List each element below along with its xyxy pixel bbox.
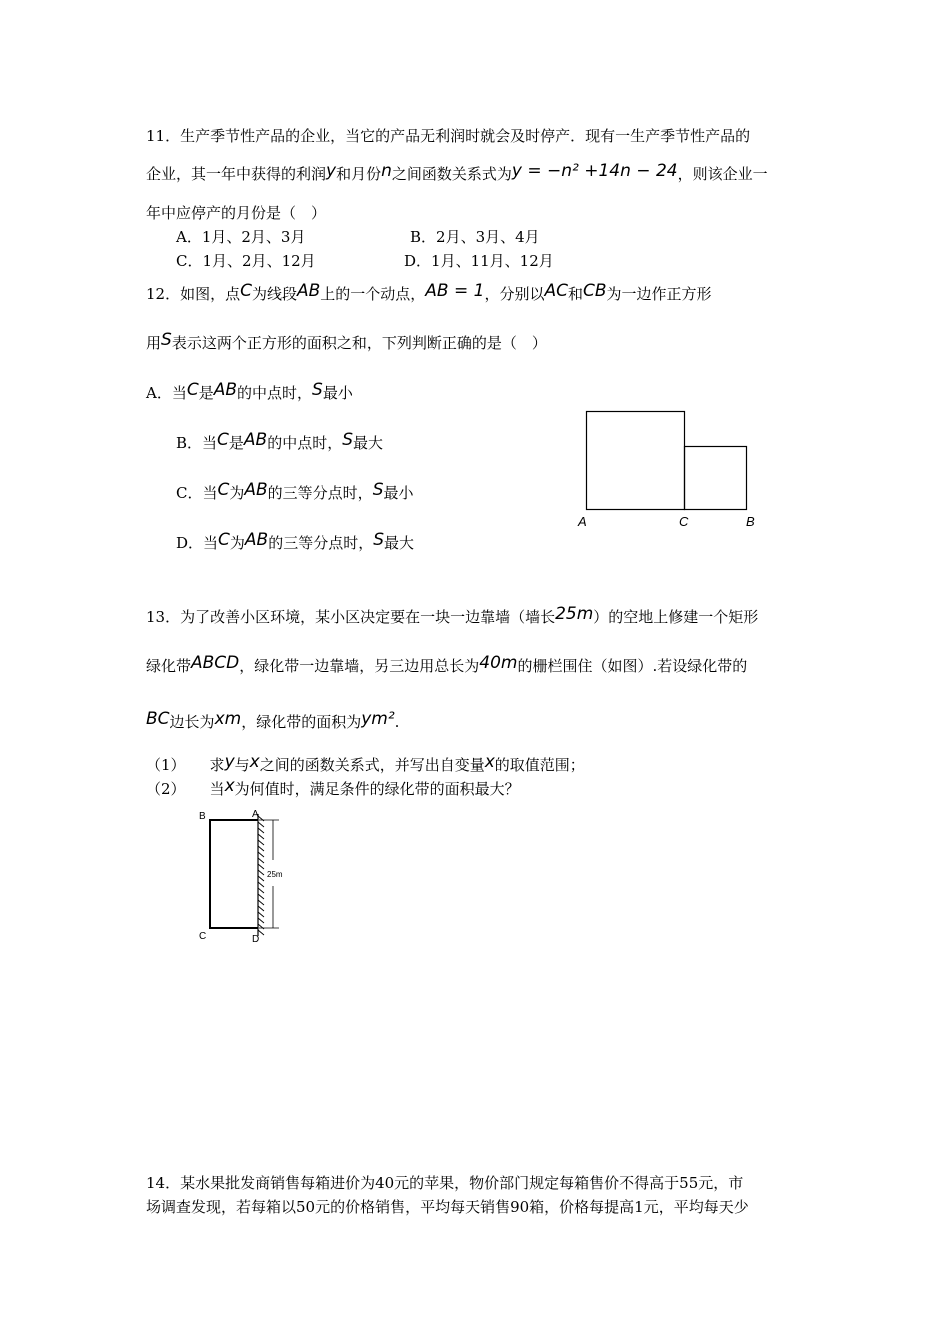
q12-option-b: B．当C是AB的中点时，S最大 — [176, 430, 384, 452]
point-a-label: A — [578, 514, 587, 529]
q12-option-a: A．当C是AB的中点时，S最小 — [146, 380, 353, 402]
q13-garden-figure — [195, 806, 305, 946]
corner-c-label: C — [199, 931, 207, 942]
q11-option-a: A．1月、2月、3月 — [176, 228, 306, 246]
q13-line-1: 13．为了改善小区环境，某小区决定要在一块一边靠墙（墙长25m）的空地上修建一个矩形 — [146, 604, 759, 626]
q11-line-2: 企业，其一年中获得的利润y和月份n之间函数关系式为y = −n² +14n − 24，则该企业一 — [146, 161, 768, 183]
square-on-ac — [587, 412, 685, 510]
wall-hatching — [258, 816, 264, 935]
q11-option-d: D．1月、11月、12月 — [404, 252, 554, 270]
q12-option-d: D．当C为AB的三等分点时，S最大 — [176, 530, 415, 552]
q14-line-2: 场调查发现，若每箱以50元的价格销售，平均每天销售90箱，价格每提高1元，平均每天少 — [146, 1198, 749, 1216]
wall-length-label: 25m — [267, 870, 283, 879]
corner-b-label: B — [199, 811, 206, 822]
q13-line-3: BC边长为xm，绿化带的面积为ym². — [146, 709, 400, 731]
q11-option-b: B．2月、3月、4月 — [410, 228, 540, 246]
q11-line-1: 11．生产季节性产品的企业，当它的产品无利润时就会及时停产．现有一生产季节性产品的 — [146, 127, 751, 145]
point-b-label: B — [746, 514, 755, 529]
fence-outline — [210, 820, 258, 928]
q12-squares-figure — [570, 405, 770, 535]
q14-line-1: 14．某水果批发商销售每箱进价为40元的苹果，物价部门规定每箱售价不得高于55元，市 — [146, 1174, 744, 1192]
corner-a-label: A — [252, 809, 259, 820]
q13-line-2: 绿化带ABCD，绿化带一边靠墙，另三边用总长为40m的栅栏围住（如图）.若设绿化带的 — [146, 653, 748, 675]
corner-d-label: D — [252, 934, 260, 945]
point-c-label: C — [679, 514, 689, 529]
q13-part-1: （1） 求y与x之间的函数关系式，并写出自变量x的取值范围； — [146, 752, 585, 774]
q12-line-1: 12．如图，点C为线段AB上的一个动点，AB = 1，分别以AC和CB为一边作正方形 — [146, 281, 712, 303]
square-on-cb — [685, 447, 747, 510]
q11-option-c: C．1月、2月、12月 — [176, 252, 316, 270]
q11-line-3: 年中应停产的月份是（ ） — [146, 204, 327, 222]
q12-option-c: C．当C为AB的三等分点时，S最小 — [176, 480, 414, 502]
q11-formula: y = −n² +14n − 24 — [511, 161, 678, 181]
q12-line-2: 用S表示这两个正方形的面积之和，下列判断正确的是（ ） — [146, 330, 547, 352]
q13-part-2: （2） 当x为何值时，满足条件的绿化带的面积最大？ — [146, 776, 520, 798]
